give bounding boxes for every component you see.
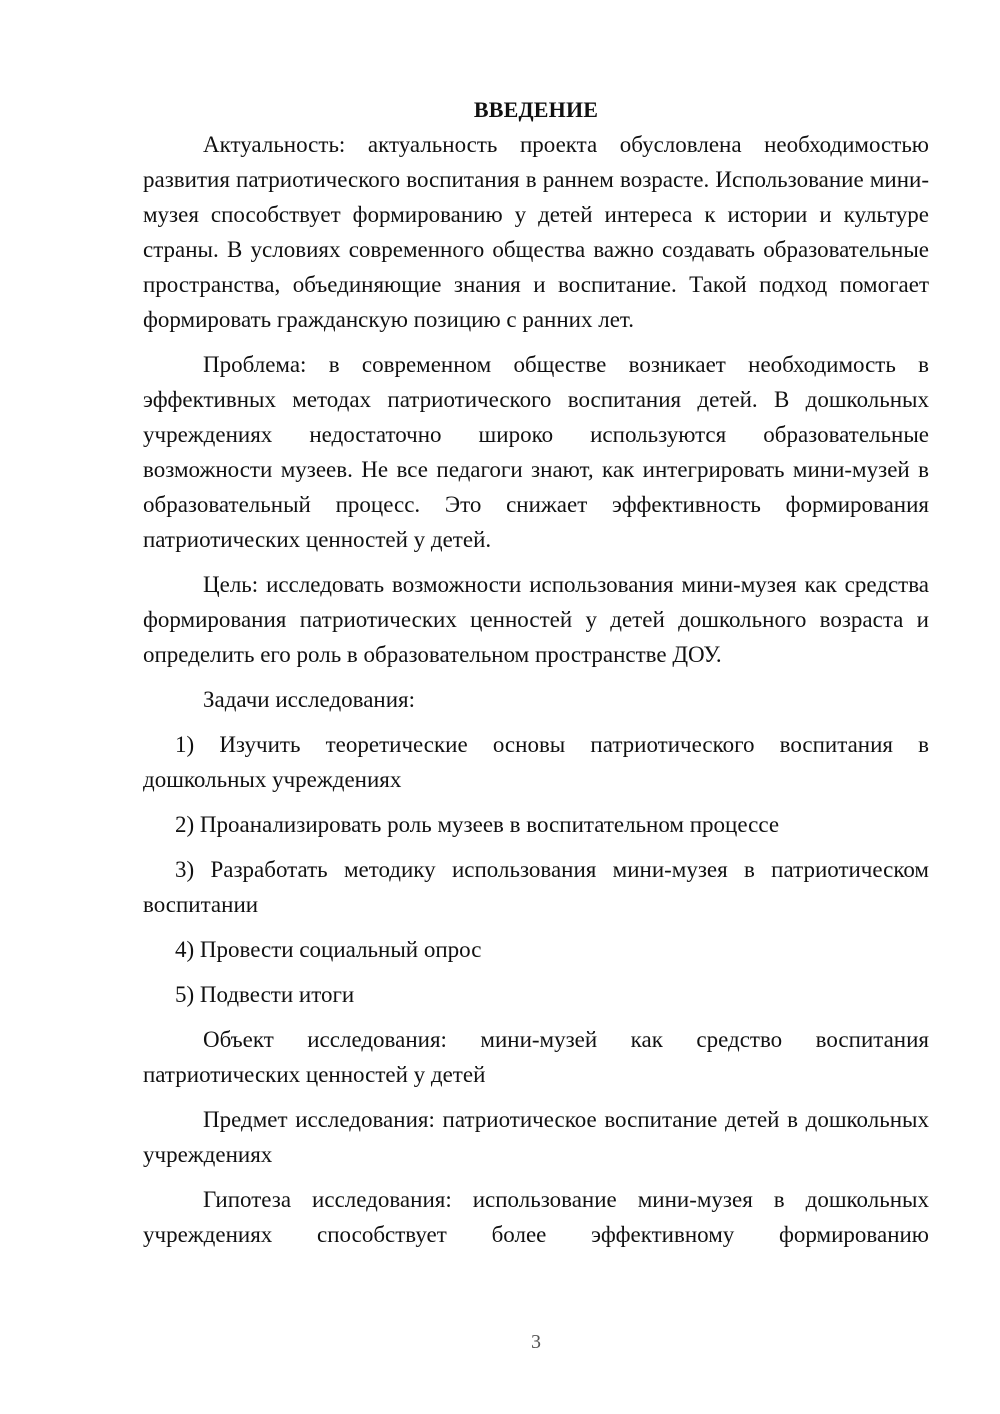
problem-paragraph: Проблема: в современном обществе возникает необходимость в эффективных методах патриотического воспитания детей. В дошкольных учреждениях недостаточно широко используются образовательные возможности музеев. Не все педагоги знают, как интегрировать мини-музей в образовательный процесс. Это снижает эффективность формирования патриотических ценностей у детей. — [143, 352, 929, 552]
goal-paragraph: Цель: исследовать возможности использования мини-музея как средства формирования патриотических ценностей у детей дошкольного возраста и определить его роль в образовательном пространстве ДОУ. — [143, 572, 929, 667]
task-item: 4) Провести социальный опрос — [175, 937, 482, 962]
page-number: 3 — [531, 1331, 541, 1353]
page-content — [143, 92, 929, 1262]
hypothesis-paragraph: Гипотеза исследования: использование мини-музея в дошкольных учреждениях способствует более эффективному формированию — [143, 1187, 929, 1247]
relevance-paragraph: Актуальность: актуальность проекта обусловлена необходимостью развития патриотического воспитания в раннем возрасте. Использование мини-музея способствует формированию у детей интереса к истории и культуре страны. В условиях современного общества важно создавать образовательные пространства, объединяющие знания и воспитание. Такой подход помогает формировать гражданскую позицию с ранних лет. — [143, 132, 929, 332]
subject-paragraph: Предмет исследования: патриотическое воспитание детей в дошкольных учреждениях — [143, 1107, 929, 1167]
task-item: 2) Проанализировать роль музеев в воспитательном процессе — [175, 812, 780, 837]
tasks-heading: Задачи исследования: — [203, 687, 416, 712]
task-item: 5) Подвести итоги — [175, 982, 355, 1007]
page-title: ВВЕДЕНИЕ — [473, 97, 599, 122]
task-item: 1) Изучить теоретические основы патриотического воспитания в дошкольных учреждениях — [143, 732, 929, 792]
task-item: 3) Разработать методику использования мини-музея в патриотическом воспитании — [143, 857, 929, 917]
object-paragraph: Объект исследования: мини-музей как средство воспитания патриотических ценностей у детей — [143, 1027, 929, 1087]
